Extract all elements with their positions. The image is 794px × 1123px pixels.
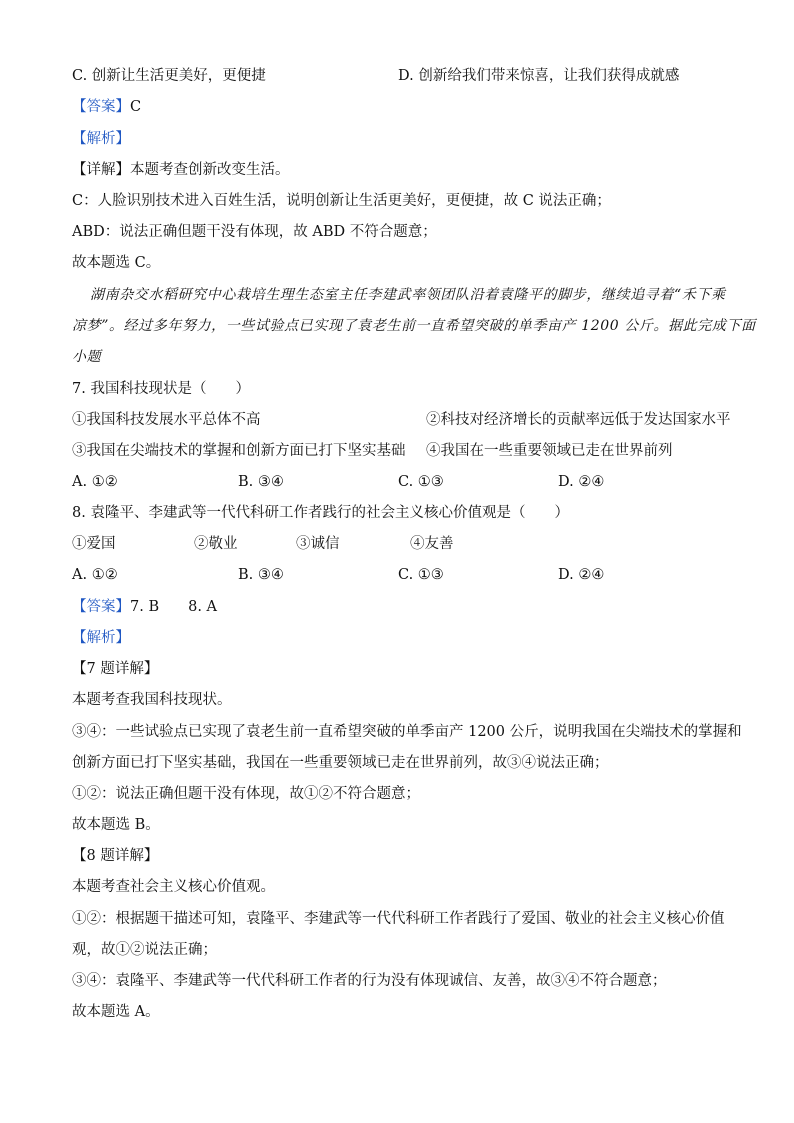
q8-statement-1: ①爱国 <box>72 536 116 552</box>
detail-tag: 【详解】 <box>72 162 130 178</box>
q7-statement-3: ③我国在尖端技术的掌握和创新方面已打下坚实基础 <box>72 443 406 459</box>
answer-tag: 【答案】 <box>72 99 130 115</box>
q7-detail-line: ①②：说法正确但题干没有体现，故①②不符合题意； <box>72 786 420 802</box>
q8-option-d: D. ②④ <box>558 567 605 583</box>
q7-detail-line: 故本题选 B。 <box>72 817 160 833</box>
q6-analysis-line: C：人脸识别技术进入百姓生活，说明创新让生活更美好，更便捷，故 C 说法正确； <box>72 193 611 209</box>
q8-option-c: C. ①③ <box>398 567 444 583</box>
q8-detail-line: 故本题选 A。 <box>72 1004 160 1020</box>
q7-option-c: C. ①③ <box>398 474 444 490</box>
q8-statement-4: ④友善 <box>410 536 454 552</box>
q6-answer <box>72 97 141 117</box>
answer-value: 7. B 8. A <box>130 599 218 615</box>
q7-detail-intro: 本题考查我国科技现状。 <box>72 692 232 708</box>
q8-detail-line: ③④：袁隆平、李建武等一代代科研工作者的行为没有体现诚信、友善，故③④不符合题意； <box>72 973 667 989</box>
q7-option-d: D. ②④ <box>558 474 605 490</box>
q7-stem: 7. 我国科技现状是（ ） <box>72 381 250 397</box>
q8-detail-intro: 本题考查社会主义核心价值观。 <box>72 879 275 895</box>
q8-stem: 8. 袁隆平、李建武等一代代科研工作者践行的社会主义核心价值观是（ ） <box>72 505 569 521</box>
q7-detail-line: 创新方面已打下坚实基础，我国在一些重要领域已走在世界前列，故③④说法正确； <box>72 755 609 771</box>
q6-detail <box>72 160 290 180</box>
q7-detail-tag: 【7 题详解】 <box>72 661 159 677</box>
passage-line: 凉梦”。经过多年努力，一些试验点已实现了袁老生前一直希望突破的单季亩产 1200 公斤。据此完成下面 <box>72 318 756 334</box>
q8-detail-line: 观，故①②说法正确； <box>72 942 217 958</box>
q8-detail-line: ①②：根据题干描述可知，袁隆平、李建武等一代代科研工作者践行了爱国、敬业的社会主义核心价值 <box>72 911 725 927</box>
answer-tag: 【答案】 <box>72 599 130 615</box>
q7-statement-4: ④我国在一些重要领域已走在世界前列 <box>426 443 673 459</box>
q7-statement-2: ②科技对经济增长的贡献率远低于发达国家水平 <box>426 412 731 428</box>
q8-detail-tag: 【8 题详解】 <box>72 848 159 864</box>
q8-statement-3: ③诚信 <box>296 536 340 552</box>
q78-analysis-tag: 【解析】 <box>72 630 130 646</box>
q7-statement-1: ①我国科技发展水平总体不高 <box>72 412 261 428</box>
q6-option-c: C. 创新让生活更美好，更便捷 <box>72 68 266 84</box>
detail-text: 本题考查创新改变生活。 <box>130 162 290 178</box>
q6-analysis-line: ABD：说法正确但题干没有体现，故 ABD 不符合题意； <box>72 224 437 240</box>
q8-option-b: B. ③④ <box>238 567 284 583</box>
q7-detail-line: ③④：一些试验点已实现了袁老生前一直希望突破的单季亩产 1200 公斤，说明我国在尖端技术的掌握和 <box>72 724 742 740</box>
q7-option-b: B. ③④ <box>238 474 284 490</box>
passage-line: 小题 <box>72 349 102 365</box>
q8-statement-2: ②敬业 <box>194 536 238 552</box>
q7-option-a: A. ①② <box>72 474 118 490</box>
passage-line: 湖南杂交水稻研究中心栽培生理生态室主任李建武率领团队沿着袁隆平的脚步，继续追寻着“禾下乘 <box>90 287 726 303</box>
q6-option-d: D. 创新给我们带来惊喜，让我们获得成就感 <box>398 68 680 84</box>
q6-analysis-line: 故本题选 C。 <box>72 255 161 271</box>
q78-answer <box>72 597 217 617</box>
answer-value: C <box>130 99 142 115</box>
q6-analysis-tag: 【解析】 <box>72 131 130 147</box>
q8-option-a: A. ①② <box>72 567 118 583</box>
